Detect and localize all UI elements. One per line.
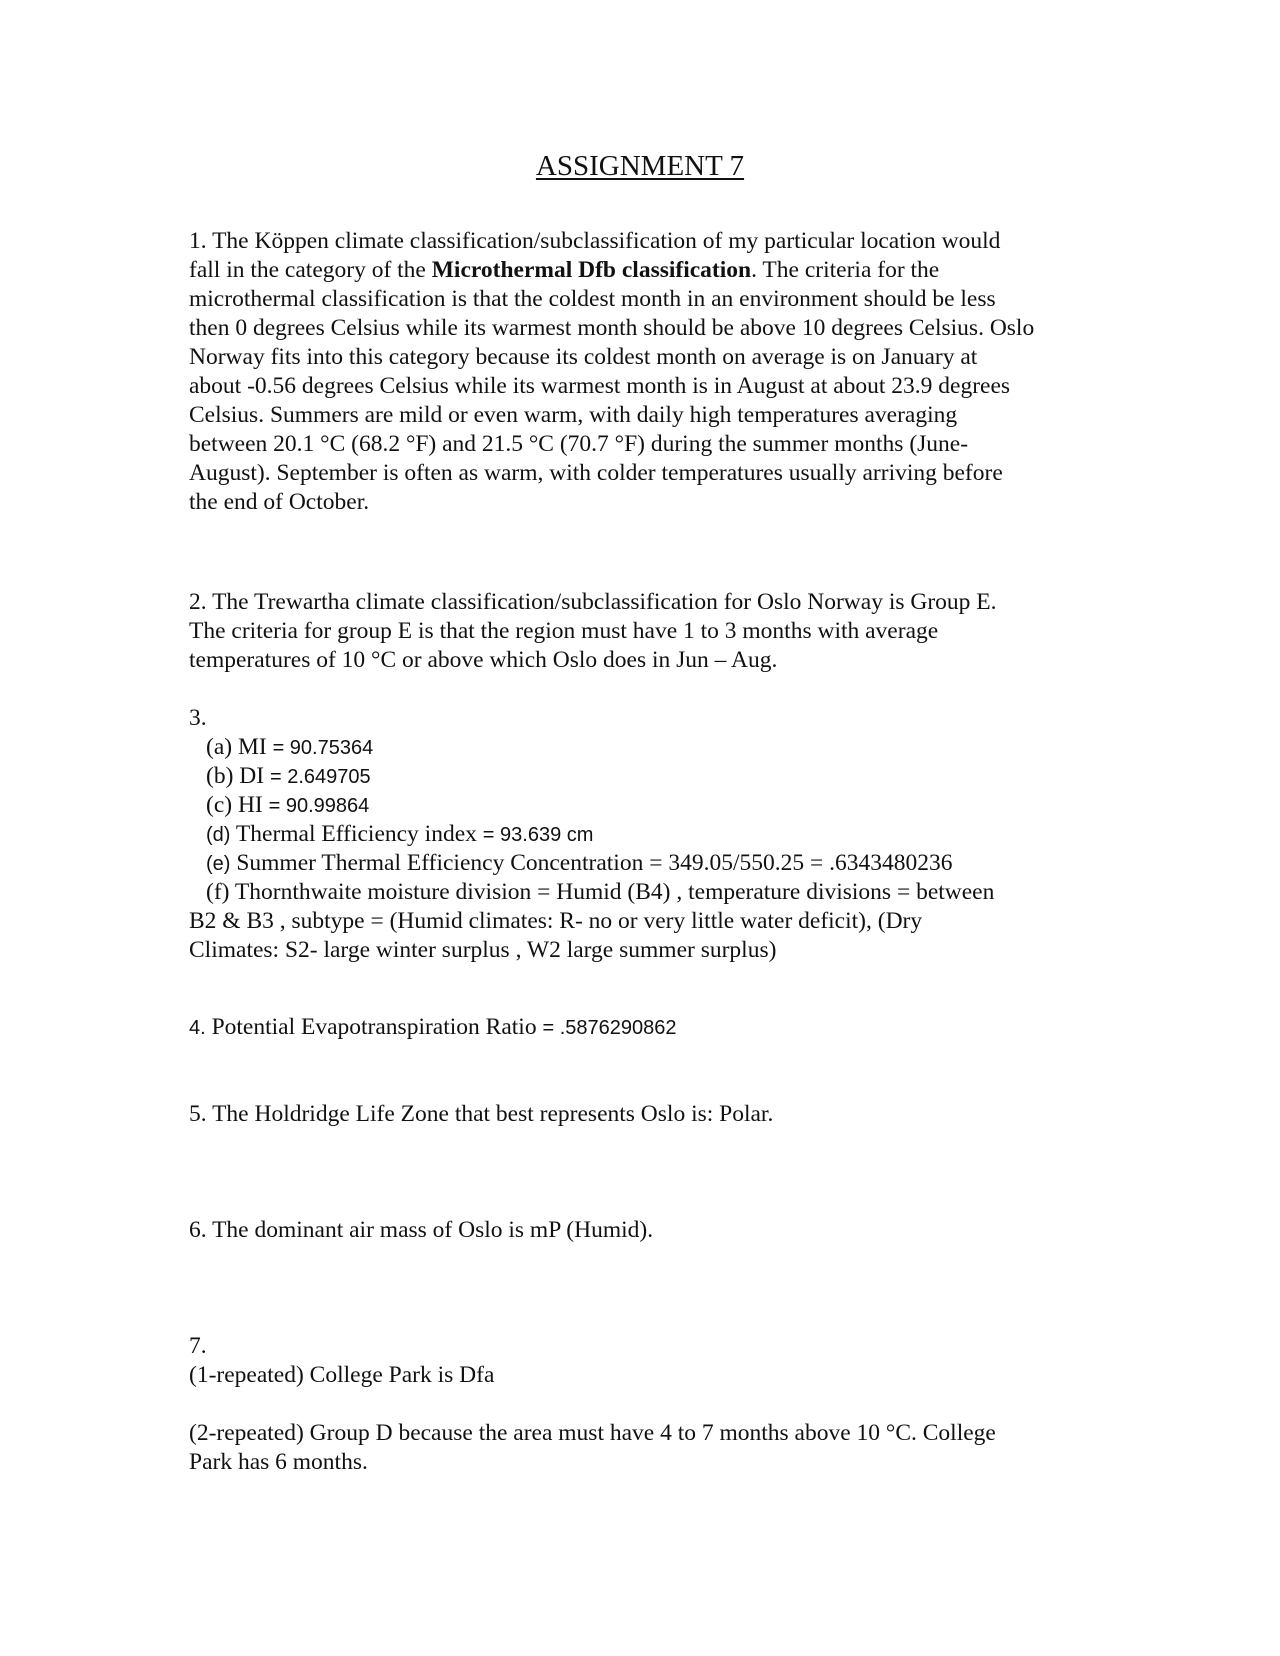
answer-6: 6. The dominant air mass of Oslo is mP (Humid). [189, 1217, 654, 1243]
answer-3f-line: B2 & B3 , subtype = (Humid climates: R- no or very little water deficit), (Dry [189, 908, 923, 934]
answer-1-line: 1. The Köppen climate classification/subclassification of my particular location would [189, 228, 1001, 254]
answer-3d: (d) Thermal Efficiency index = 93.639 cm [206, 821, 594, 847]
answer-3-number: 3. [189, 705, 207, 731]
answer-7 [189, 1332, 1109, 1477]
answer-7-repeat-1: (1-repeated) College Park is Dfa [189, 1362, 495, 1388]
answer-3f: (f) Thornthwaite moisture division = Humid (B4) , temperature divisions = between [206, 879, 995, 905]
answer-1-line: Celsius. Summers are mild or even warm, with daily high temperatures averaging [189, 402, 958, 428]
answer-1-line: the end of October. [189, 489, 370, 515]
answer-3b: (b) DI = 2.649705 [206, 763, 371, 789]
answer-7-repeat-2: (2-repeated) Group D because the area must have 4 to 7 months above 10 °C. College [189, 1420, 996, 1446]
answer-4: 4. Potential Evapotranspiration Ratio = .5876290862 [189, 1014, 677, 1040]
answer-3 [189, 704, 1109, 965]
answer-7-number: 7. [189, 1333, 207, 1359]
answer-1-line: then 0 degrees Celsius while its warmest month should be above 10 degrees Celsius. Oslo [189, 315, 1035, 341]
answer-1-line: between 20.1 °C (68.2 °F) and 21.5 °C (70.7 °F) during the summer months (June- [189, 431, 969, 457]
answer-3f-line: Climates: S2- large winter surplus , W2 large summer surplus) [189, 937, 777, 963]
answer-5: 5. The Holdridge Life Zone that best represents Oslo is: Polar. [189, 1101, 774, 1127]
answer-1-line: fall in the category of the Microthermal Dfb classification. The criteria for the [189, 257, 940, 283]
answer-2 [189, 588, 1109, 675]
answer-2-line: 2. The Trewartha climate classification/subclassification for Oslo Norway is Group E. [189, 589, 997, 615]
answer-3c: (c) HI = 90.99864 [206, 792, 370, 818]
answer-3e: (e) Summer Thermal Efficiency Concentration = 349.05/550.25 = .6343480236 [206, 850, 953, 876]
answer-2-line: The criteria for group E is that the region must have 1 to 3 months with average [189, 618, 939, 644]
answer-1-line: August). September is often as warm, with colder temperatures usually arriving before [189, 460, 1003, 486]
answer-1-line: microthermal classification is that the coldest month in an environment should be less [189, 286, 996, 312]
answer-3a: (a) MI = 90.75364 [206, 734, 374, 760]
classification-bold: Microthermal Dfb classification [431, 257, 752, 283]
answer-1-line: about -0.56 degrees Celsius while its warmest month is in August at about 23.9 degrees [189, 373, 1011, 399]
page-title: ASSIGNMENT 7 [535, 150, 745, 182]
answer-2-line: temperatures of 10 °C or above which Oslo does in Jun – Aug. [189, 647, 778, 673]
answer-7-repeat-2-cont: Park has 6 months. [189, 1449, 368, 1475]
answer-1 [189, 227, 1109, 517]
answer-1-line: Norway fits into this category because its coldest month on average is on January at [189, 344, 978, 370]
